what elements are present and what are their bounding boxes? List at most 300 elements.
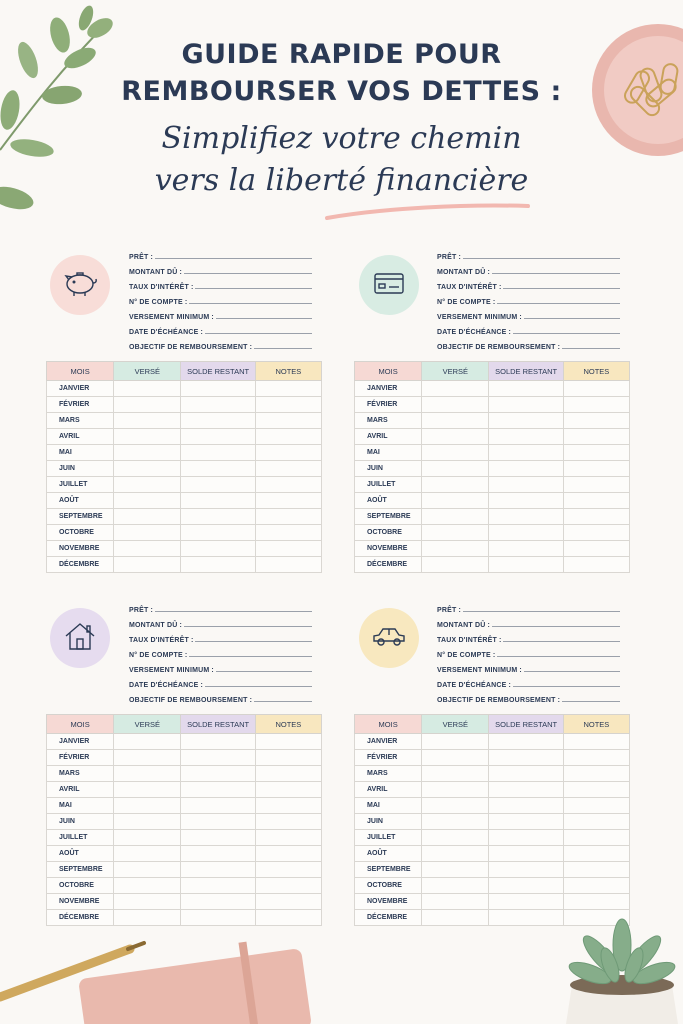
loan-field-input-line[interactable]	[513, 333, 620, 334]
month-cell: FÉVRIER	[355, 397, 422, 413]
entry-cell[interactable]	[422, 798, 489, 814]
entry-cell[interactable]	[563, 846, 629, 862]
entry-cell[interactable]	[489, 766, 563, 782]
loan-field-label: N° DE COMPTE	[129, 652, 183, 659]
column-header: MOIS	[47, 362, 114, 381]
loan-field[interactable]	[129, 291, 312, 306]
entry-cell[interactable]	[114, 541, 181, 557]
entry-cell[interactable]	[114, 750, 181, 766]
entry-cell[interactable]	[181, 381, 255, 397]
loan-field-input-line[interactable]	[503, 288, 620, 289]
subtitle-line-1: Simplifiez votre chemin	[161, 121, 522, 156]
month-cell: FÉVRIER	[47, 750, 114, 766]
entry-cell[interactable]	[489, 461, 563, 477]
loan-field[interactable]	[129, 659, 312, 674]
loan-info-fields	[129, 246, 312, 351]
entry-cell[interactable]	[181, 734, 255, 750]
payment-log-table	[354, 361, 630, 573]
entry-cell[interactable]	[489, 782, 563, 798]
entry-cell[interactable]	[422, 477, 489, 493]
table-row	[355, 782, 630, 798]
entry-cell[interactable]	[563, 445, 629, 461]
loan-field-input-line[interactable]	[463, 611, 620, 612]
table-row	[355, 798, 630, 814]
loan-field-label: OBJECTIF DE REMBOURSEMENT	[129, 697, 248, 704]
entry-cell[interactable]	[422, 509, 489, 525]
entry-cell[interactable]	[489, 525, 563, 541]
loan-field-input-line[interactable]	[254, 348, 312, 349]
loan-field[interactable]	[129, 261, 312, 276]
entry-cell[interactable]	[255, 734, 321, 750]
entry-cell[interactable]	[114, 894, 181, 910]
entry-cell[interactable]	[114, 846, 181, 862]
entry-cell[interactable]	[255, 862, 321, 878]
loan-field-input-line[interactable]	[155, 258, 312, 259]
field-colon: :	[179, 622, 183, 629]
entry-cell[interactable]	[489, 557, 563, 573]
entry-cell[interactable]	[181, 397, 255, 413]
month-cell: NOVEMBRE	[47, 541, 114, 557]
loan-field-label: DATE D'ÉCHÉANCE	[437, 682, 507, 689]
loan-field-label: MONTANT DÛ	[437, 269, 486, 276]
table-row	[47, 493, 322, 509]
column-header: MOIS	[47, 715, 114, 734]
table-row	[47, 878, 322, 894]
table-row	[355, 381, 630, 397]
entry-cell[interactable]	[255, 381, 321, 397]
field-colon: :	[487, 269, 491, 276]
entry-cell[interactable]	[422, 381, 489, 397]
entry-cell[interactable]	[563, 830, 629, 846]
entry-cell[interactable]	[255, 846, 321, 862]
entry-cell[interactable]	[114, 381, 181, 397]
entry-cell[interactable]	[255, 557, 321, 573]
month-cell: OCTOBRE	[355, 525, 422, 541]
entry-cell[interactable]	[181, 413, 255, 429]
loan-field-input-line[interactable]	[189, 656, 312, 657]
entry-cell[interactable]	[181, 782, 255, 798]
house-icon	[60, 616, 100, 661]
entry-cell[interactable]	[563, 734, 629, 750]
entry-cell[interactable]	[563, 413, 629, 429]
month-cell: JUILLET	[47, 477, 114, 493]
loan-field[interactable]	[129, 599, 312, 614]
month-cell: AVRIL	[47, 429, 114, 445]
table-row	[355, 413, 630, 429]
entry-cell[interactable]	[489, 509, 563, 525]
entry-cell[interactable]	[181, 910, 255, 926]
loan-field-label: TAUX D'INTÉRÊT	[437, 637, 497, 644]
column-header: NOTES	[255, 715, 321, 734]
entry-cell[interactable]	[422, 461, 489, 477]
entry-cell[interactable]	[181, 830, 255, 846]
entry-cell[interactable]	[114, 734, 181, 750]
entry-cell[interactable]	[422, 750, 489, 766]
field-colon: :	[519, 667, 522, 674]
entry-cell[interactable]	[489, 910, 563, 926]
entry-cell[interactable]	[181, 846, 255, 862]
table-row	[47, 557, 322, 573]
month-cell: MAI	[47, 798, 114, 814]
column-header: SOLDE RESTANT	[181, 362, 255, 381]
entry-cell[interactable]	[255, 750, 321, 766]
entry-cell[interactable]	[114, 509, 181, 525]
entry-cell[interactable]	[181, 894, 255, 910]
table-row	[47, 766, 322, 782]
entry-cell[interactable]	[255, 509, 321, 525]
table-header-row	[47, 362, 322, 381]
entry-cell[interactable]	[563, 541, 629, 557]
table-row	[47, 894, 322, 910]
table-header-row	[355, 715, 630, 734]
table-row	[355, 525, 630, 541]
loan-field-label: TAUX D'INTÉRÊT	[129, 284, 189, 291]
loan-field[interactable]	[129, 674, 312, 689]
loan-field[interactable]	[437, 336, 620, 351]
entry-cell[interactable]	[181, 541, 255, 557]
entry-cell[interactable]	[255, 541, 321, 557]
entry-cell[interactable]	[114, 830, 181, 846]
loan-field-label: VERSEMENT MINIMUM	[437, 667, 518, 674]
loan-field-input-line[interactable]	[216, 671, 312, 672]
loan-field[interactable]	[437, 599, 620, 614]
entry-cell[interactable]	[489, 830, 563, 846]
month-cell: AOÛT	[355, 846, 422, 862]
entry-cell[interactable]	[255, 525, 321, 541]
loan-field[interactable]	[437, 644, 620, 659]
table-row	[47, 381, 322, 397]
page-subtitle	[0, 118, 683, 202]
entry-cell[interactable]	[114, 525, 181, 541]
field-colon: :	[249, 344, 253, 351]
month-cell: JANVIER	[355, 734, 422, 750]
entry-cell[interactable]	[181, 493, 255, 509]
table-row	[355, 429, 630, 445]
month-cell: JUIN	[47, 814, 114, 830]
entry-cell[interactable]	[422, 910, 489, 926]
entry-cell[interactable]	[114, 557, 181, 573]
loan-field[interactable]	[129, 306, 312, 321]
table-row	[47, 445, 322, 461]
field-colon: :	[190, 637, 194, 644]
entry-cell[interactable]	[255, 766, 321, 782]
entry-cell[interactable]	[114, 429, 181, 445]
entry-cell[interactable]	[563, 461, 629, 477]
entry-cell[interactable]	[255, 493, 321, 509]
entry-cell[interactable]	[563, 525, 629, 541]
entry-cell[interactable]	[422, 830, 489, 846]
entry-cell[interactable]	[255, 782, 321, 798]
entry-cell[interactable]	[114, 477, 181, 493]
loan-field-label: PRÊT	[437, 254, 457, 261]
entry-cell[interactable]	[114, 766, 181, 782]
entry-cell[interactable]	[181, 509, 255, 525]
table-row	[355, 846, 630, 862]
loan-field-input-line[interactable]	[497, 303, 620, 304]
entry-cell[interactable]	[114, 493, 181, 509]
entry-cell[interactable]	[563, 397, 629, 413]
month-cell: AVRIL	[47, 782, 114, 798]
table-row	[47, 846, 322, 862]
loan-field-input-line[interactable]	[155, 611, 312, 612]
loan-field[interactable]	[437, 261, 620, 276]
loan-field-input-line[interactable]	[562, 701, 620, 702]
entry-cell[interactable]	[563, 798, 629, 814]
entry-cell[interactable]	[489, 445, 563, 461]
column-header: NOTES	[563, 715, 629, 734]
subtitle-line-2: vers la liberté financière	[154, 163, 529, 198]
entry-cell[interactable]	[181, 477, 255, 493]
entry-cell[interactable]	[563, 557, 629, 573]
table-row	[47, 461, 322, 477]
entry-cell[interactable]	[114, 798, 181, 814]
loan-field[interactable]	[437, 689, 620, 704]
loan-field[interactable]	[437, 321, 620, 336]
loan-field[interactable]	[437, 629, 620, 644]
column-header: VERSÉ	[422, 715, 489, 734]
month-cell: JUIN	[355, 814, 422, 830]
entry-cell[interactable]	[181, 750, 255, 766]
entry-cell[interactable]	[422, 846, 489, 862]
entry-cell[interactable]	[181, 766, 255, 782]
entry-cell[interactable]	[181, 814, 255, 830]
loan-field-input-line[interactable]	[492, 273, 620, 274]
loan-field-label: OBJECTIF DE REMBOURSEMENT	[129, 344, 248, 351]
table-header-row	[355, 362, 630, 381]
entry-cell[interactable]	[422, 413, 489, 429]
loan-field-input-line[interactable]	[254, 701, 312, 702]
entry-cell[interactable]	[489, 814, 563, 830]
field-colon: :	[184, 299, 188, 306]
entry-cell[interactable]	[563, 429, 629, 445]
loan-field-input-line[interactable]	[195, 641, 312, 642]
entry-cell[interactable]	[422, 429, 489, 445]
entry-cell[interactable]	[255, 910, 321, 926]
entry-cell[interactable]	[422, 814, 489, 830]
entry-cell[interactable]	[489, 862, 563, 878]
loan-field[interactable]	[437, 306, 620, 321]
loan-field[interactable]	[129, 246, 312, 261]
entry-cell[interactable]	[422, 525, 489, 541]
loan-field[interactable]	[437, 246, 620, 261]
entry-cell[interactable]	[563, 477, 629, 493]
loan-field-label: TAUX D'INTÉRÊT	[129, 637, 189, 644]
loan-field-input-line[interactable]	[216, 318, 312, 319]
month-cell: JANVIER	[47, 734, 114, 750]
loan-field-label: DATE D'ÉCHÉANCE	[437, 329, 507, 336]
entry-cell[interactable]	[114, 862, 181, 878]
entry-cell[interactable]	[489, 541, 563, 557]
entry-cell[interactable]	[255, 429, 321, 445]
table-row	[355, 541, 630, 557]
month-cell: AVRIL	[355, 782, 422, 798]
entry-cell[interactable]	[255, 477, 321, 493]
loan-info-fields	[129, 599, 312, 704]
entry-cell[interactable]	[255, 461, 321, 477]
field-colon: :	[492, 299, 496, 306]
entry-cell[interactable]	[181, 862, 255, 878]
entry-cell[interactable]	[422, 894, 489, 910]
entry-cell[interactable]	[114, 397, 181, 413]
entry-cell[interactable]	[563, 381, 629, 397]
entry-cell[interactable]	[114, 910, 181, 926]
loan-field-input-line[interactable]	[189, 303, 312, 304]
loan-field-input-line[interactable]	[184, 273, 312, 274]
loan-field-label: PRÊT	[437, 607, 457, 614]
entry-cell[interactable]	[422, 493, 489, 509]
month-cell: JUILLET	[47, 830, 114, 846]
entry-cell[interactable]	[563, 878, 629, 894]
column-header: SOLDE RESTANT	[181, 715, 255, 734]
entry-cell[interactable]	[181, 878, 255, 894]
entry-cell[interactable]	[422, 541, 489, 557]
entry-cell[interactable]	[422, 397, 489, 413]
loan-field-label: VERSEMENT MINIMUM	[437, 314, 518, 321]
field-colon: :	[557, 344, 561, 351]
loan-field[interactable]	[129, 689, 312, 704]
entry-cell[interactable]	[255, 830, 321, 846]
entry-cell[interactable]	[255, 814, 321, 830]
table-row	[355, 734, 630, 750]
table-row	[355, 878, 630, 894]
entry-cell[interactable]	[422, 766, 489, 782]
loan-field-input-line[interactable]	[463, 258, 620, 259]
entry-cell[interactable]	[422, 862, 489, 878]
table-row	[47, 413, 322, 429]
loan-field-input-line[interactable]	[503, 641, 620, 642]
field-colon: :	[150, 607, 154, 614]
entry-cell[interactable]	[181, 429, 255, 445]
loan-field-input-line[interactable]	[513, 686, 620, 687]
table-row	[47, 830, 322, 846]
month-cell: NOVEMBRE	[47, 894, 114, 910]
loan-field-label: VERSEMENT MINIMUM	[129, 667, 210, 674]
loan-field-input-line[interactable]	[195, 288, 312, 289]
table-row	[355, 509, 630, 525]
entry-cell[interactable]	[422, 445, 489, 461]
loan-field-label: PRÊT	[129, 254, 149, 261]
loan-field[interactable]	[129, 614, 312, 629]
entry-cell[interactable]	[489, 429, 563, 445]
column-header: VERSÉ	[422, 362, 489, 381]
entry-cell[interactable]	[114, 814, 181, 830]
car-icon	[369, 616, 409, 661]
loan-field[interactable]	[129, 321, 312, 336]
entry-cell[interactable]	[489, 477, 563, 493]
loan-field[interactable]	[129, 336, 312, 351]
loan-field[interactable]	[437, 674, 620, 689]
entry-cell[interactable]	[563, 509, 629, 525]
entry-cell[interactable]	[181, 798, 255, 814]
loan-field-input-line[interactable]	[524, 671, 620, 672]
entry-cell[interactable]	[181, 557, 255, 573]
table-row	[47, 910, 322, 926]
entry-cell[interactable]	[489, 846, 563, 862]
loan-field-label: N° DE COMPTE	[437, 299, 491, 306]
table-row	[355, 750, 630, 766]
loan-field[interactable]	[437, 659, 620, 674]
entry-cell[interactable]	[489, 734, 563, 750]
loan-field-input-line[interactable]	[184, 626, 312, 627]
loan-field[interactable]	[437, 291, 620, 306]
entry-cell[interactable]	[489, 878, 563, 894]
entry-cell[interactable]	[114, 413, 181, 429]
month-cell: AOÛT	[355, 493, 422, 509]
loan-field[interactable]	[129, 629, 312, 644]
entry-cell[interactable]	[114, 782, 181, 798]
table-row	[355, 830, 630, 846]
column-header: VERSÉ	[114, 362, 181, 381]
loan-field-input-line[interactable]	[524, 318, 620, 319]
entry-cell[interactable]	[422, 734, 489, 750]
table-row	[47, 397, 322, 413]
field-colon: :	[508, 682, 512, 689]
entry-cell[interactable]	[114, 445, 181, 461]
subtitle-underline	[325, 200, 530, 222]
entry-cell[interactable]	[489, 798, 563, 814]
entry-cell[interactable]	[114, 878, 181, 894]
entry-cell[interactable]	[181, 525, 255, 541]
month-cell: MAI	[355, 798, 422, 814]
entry-cell[interactable]	[114, 461, 181, 477]
entry-cell[interactable]	[489, 381, 563, 397]
loan-field[interactable]	[437, 276, 620, 291]
column-header: NOTES	[255, 362, 321, 381]
entry-cell[interactable]	[563, 814, 629, 830]
loan-field-label: OBJECTIF DE REMBOURSEMENT	[437, 697, 556, 704]
entry-cell[interactable]	[181, 445, 255, 461]
entry-cell[interactable]	[489, 493, 563, 509]
month-cell: JUILLET	[355, 830, 422, 846]
loan-field-input-line[interactable]	[205, 333, 312, 334]
entry-cell[interactable]	[563, 862, 629, 878]
entry-cell[interactable]	[422, 557, 489, 573]
entry-cell[interactable]	[489, 894, 563, 910]
entry-cell[interactable]	[255, 413, 321, 429]
entry-cell[interactable]	[563, 750, 629, 766]
entry-cell[interactable]	[255, 798, 321, 814]
loan-field-label: DATE D'ÉCHÉANCE	[129, 329, 199, 336]
entry-cell[interactable]	[489, 750, 563, 766]
entry-cell[interactable]	[563, 493, 629, 509]
table-row	[355, 397, 630, 413]
month-cell: MARS	[47, 413, 114, 429]
loan-field[interactable]	[129, 276, 312, 291]
entry-cell[interactable]	[255, 878, 321, 894]
loan-field-input-line[interactable]	[497, 656, 620, 657]
month-cell: JANVIER	[355, 381, 422, 397]
month-cell: OCTOBRE	[47, 878, 114, 894]
loan-field-input-line[interactable]	[562, 348, 620, 349]
loan-field-input-line[interactable]	[492, 626, 620, 627]
entry-cell[interactable]	[181, 461, 255, 477]
loan-field[interactable]	[437, 614, 620, 629]
entry-cell[interactable]	[255, 894, 321, 910]
entry-cell[interactable]	[255, 445, 321, 461]
loan-field-input-line[interactable]	[205, 686, 312, 687]
card-icon-badge	[50, 255, 110, 315]
entry-cell[interactable]	[489, 413, 563, 429]
entry-cell[interactable]	[563, 766, 629, 782]
field-colon: :	[211, 667, 214, 674]
entry-cell[interactable]	[422, 878, 489, 894]
month-cell: MARS	[355, 766, 422, 782]
loan-field[interactable]	[129, 644, 312, 659]
entry-cell[interactable]	[563, 782, 629, 798]
entry-cell[interactable]	[422, 782, 489, 798]
entry-cell[interactable]	[255, 397, 321, 413]
entry-cell[interactable]	[489, 397, 563, 413]
